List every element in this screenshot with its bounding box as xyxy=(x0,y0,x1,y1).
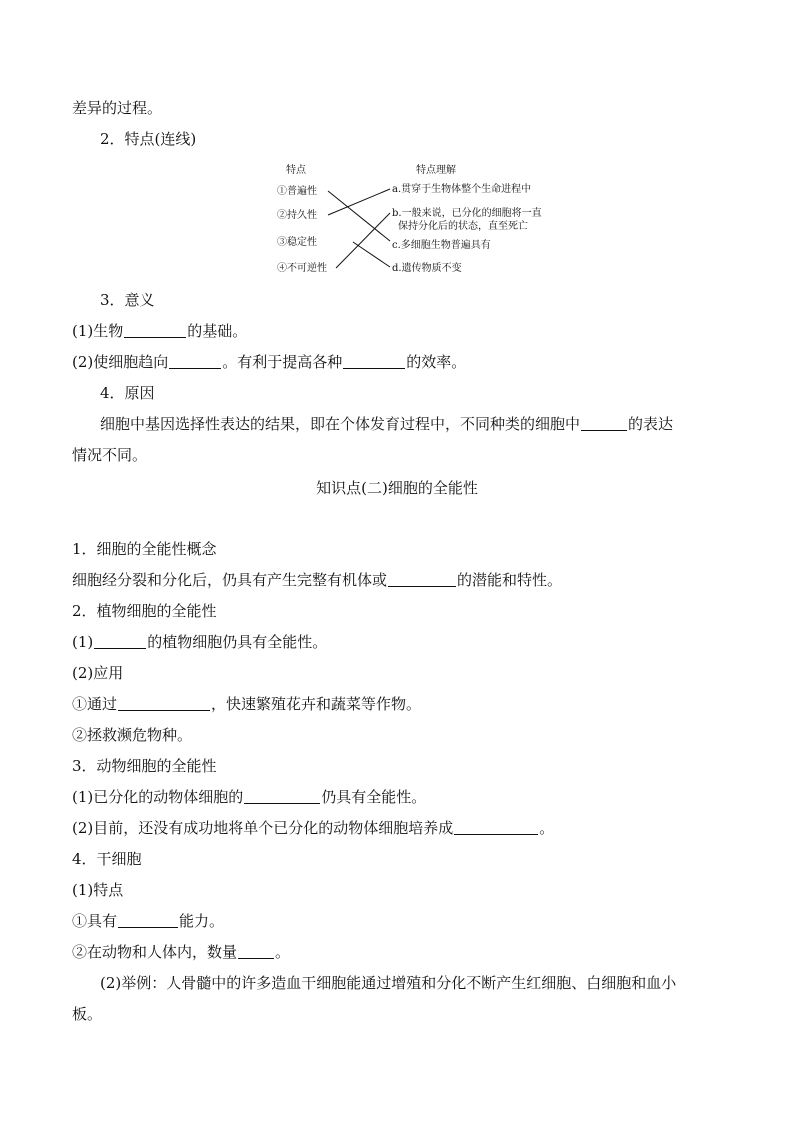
text-segment: 的潜能和特性。 xyxy=(457,571,563,589)
line-4-b xyxy=(336,213,390,268)
text-line: 差异的过程。 xyxy=(72,99,163,117)
k1-title: 1．细胞的全能性概念 xyxy=(72,540,217,558)
meaning-b: b.一般来说，已分化的细胞将一直 xyxy=(392,208,542,219)
text-segment: ①通过 xyxy=(72,695,118,713)
text-segment: 仍具有全能性。 xyxy=(321,788,427,806)
trait-1: ①普遍性 xyxy=(277,186,317,197)
text-line xyxy=(72,910,728,932)
text-line xyxy=(72,351,728,373)
k4-title: 4．干细胞 xyxy=(72,850,142,868)
right-header: 特点理解 xyxy=(416,165,456,176)
fill-blank[interactable] xyxy=(454,819,538,835)
text-line xyxy=(72,817,728,839)
text-segment: (2)使细胞趋向 xyxy=(72,353,169,371)
fill-blank[interactable] xyxy=(94,633,146,649)
text-segment: 的表达 xyxy=(628,415,674,433)
text-line xyxy=(72,631,728,653)
meaning-a: a.贯穿于生物体整个生命进程中 xyxy=(392,184,532,195)
meaning-b-cont: 保持分化后的状态，直至死亡 xyxy=(398,221,528,232)
text-line: (2)应用 xyxy=(72,664,124,682)
meaning-c: c.多细胞生物普遍具有 xyxy=(392,240,491,251)
fill-blank[interactable] xyxy=(581,415,627,431)
fill-blank[interactable] xyxy=(118,695,210,711)
text-segment: 。有利于提高各种 xyxy=(222,353,343,371)
text-line xyxy=(72,786,728,808)
trait-3: ③稳定性 xyxy=(277,237,317,248)
meaning-d: d.遗传物质不变 xyxy=(392,263,462,274)
text-line: ②拯救濒危物种。 xyxy=(72,726,193,744)
text-segment: 。 xyxy=(275,943,291,961)
fill-blank[interactable] xyxy=(343,353,405,369)
section-2-title: 2．特点(连线) xyxy=(100,130,197,148)
text-segment: 的植物细胞仍具有全能性。 xyxy=(147,633,328,651)
text-segment: ②在动物和人体内，数量 xyxy=(72,943,238,961)
trait-2: ②持久性 xyxy=(277,210,317,221)
text-segment: (1)已分化的动物体细胞的 xyxy=(72,788,244,806)
fill-blank[interactable] xyxy=(238,943,274,959)
fill-blank[interactable] xyxy=(244,788,320,804)
text-segment: 细胞中基因选择性表达的结果，即在个体发育过程中，不同种类的细胞中 xyxy=(100,415,581,433)
text-segment: 的效率。 xyxy=(406,353,467,371)
text-segment: 能力。 xyxy=(179,912,225,930)
line-3-d xyxy=(353,242,390,267)
text-segment: (2)目前，还没有成功地将单个已分化的动物体细胞培养成 xyxy=(72,819,454,837)
text-line xyxy=(100,413,728,435)
text-line: (1)特点 xyxy=(72,881,124,899)
left-header: 特点 xyxy=(286,165,306,176)
section-3-title: 3．意义 xyxy=(100,291,155,309)
line-1-c xyxy=(328,191,390,241)
fill-blank[interactable] xyxy=(169,353,221,369)
text-line: (2)举例：人骨髓中的许多造血干细胞能通过增殖和分化不断产生红细胞、白细胞和血小 xyxy=(100,974,677,992)
fill-blank[interactable] xyxy=(118,912,178,928)
text-line xyxy=(72,693,728,715)
text-line: 板。 xyxy=(72,1005,103,1023)
fill-blank[interactable] xyxy=(388,571,456,587)
text-segment: 的基础。 xyxy=(187,322,248,340)
section-4-title: 4．原因 xyxy=(100,384,155,402)
text-segment: (1) xyxy=(72,633,94,651)
line-2-a xyxy=(328,189,390,215)
text-segment: ①具有 xyxy=(72,912,118,930)
text-segment: 细胞经分裂和分化后，仍具有产生完整有机体或 xyxy=(72,571,388,589)
text-segment: (1)生物 xyxy=(72,322,124,340)
text-line xyxy=(72,320,728,342)
k3-title: 3．动物细胞的全能性 xyxy=(72,757,217,775)
section-heading: 知识点(二)细胞的全能性 xyxy=(316,479,478,497)
text-line xyxy=(72,941,728,963)
text-line xyxy=(72,569,728,591)
trait-4: ④不可逆性 xyxy=(277,263,327,274)
fill-blank[interactable] xyxy=(124,322,186,338)
text-segment: 。 xyxy=(539,819,555,837)
text-line: 情况不同。 xyxy=(72,446,148,464)
text-segment: ，快速繁殖花卉和蔬菜等作物。 xyxy=(211,695,422,713)
k2-title: 2．植物细胞的全能性 xyxy=(72,602,217,620)
matching-diagram xyxy=(270,158,570,284)
